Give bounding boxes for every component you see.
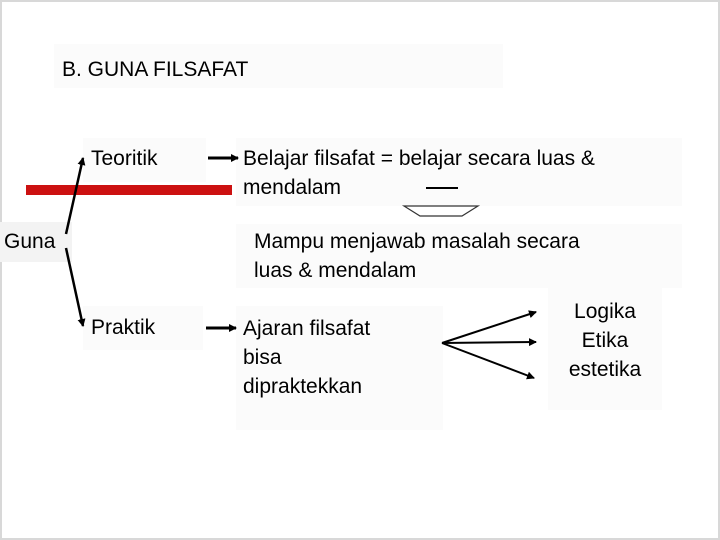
praktik-statement: Ajaran filsafat bisa dipraktekkan — [243, 317, 371, 398]
node-praktik: Praktik — [91, 316, 156, 339]
arrow-guna-to-teoritik — [66, 158, 83, 234]
praktik-branches: Logika Etika estetika — [568, 300, 642, 381]
teoritik-result: Mampu menjawab masalah secara luas & mendalam — [254, 230, 580, 282]
node-teoritik: Teoritik — [91, 147, 158, 170]
root-node-guna: Guna — [4, 230, 56, 253]
arrow-to-etika — [442, 342, 536, 343]
arrow-to-logika — [442, 312, 536, 343]
teoritik-statement: Belajar filsafat = belajar secara luas & mendalam — [243, 147, 595, 199]
slide-title: B. GUNA FILSAFAT — [62, 58, 249, 81]
arrow-guna-to-praktik — [66, 248, 83, 326]
arrow-to-estetika — [442, 343, 534, 378]
hollow-down-arrow — [404, 188, 478, 216]
red-accent-bar — [26, 185, 232, 195]
